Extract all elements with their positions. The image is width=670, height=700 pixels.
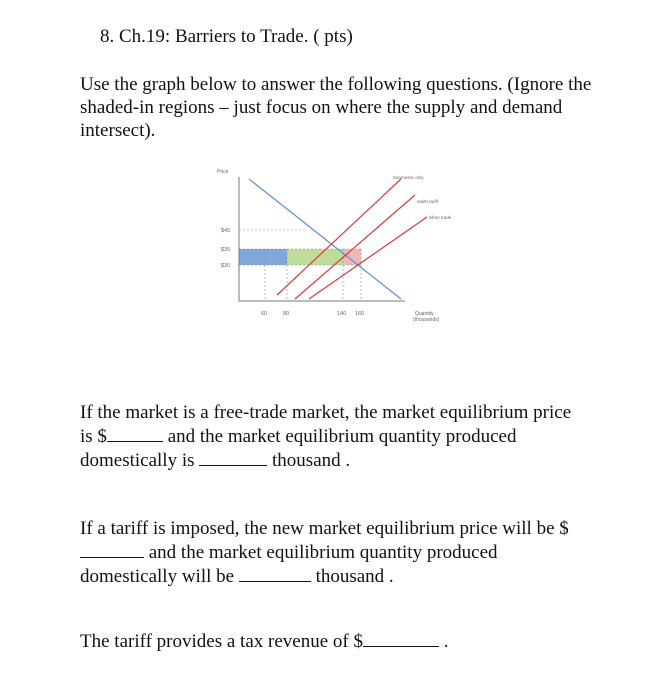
x-axis-label-2: (thousands) — [413, 317, 440, 323]
q1-quantity-blank[interactable] — [199, 448, 267, 466]
question-tax-revenue — [80, 629, 610, 653]
question-title: 8. Ch.19: Barriers to Trade. ( pts) — [100, 26, 353, 47]
blue-region — [239, 249, 287, 265]
qty-tick-60: 60 — [261, 311, 268, 317]
price-tick-35: $35 — [221, 247, 231, 253]
question-tariff — [80, 517, 610, 588]
q1-end: thousand . — [272, 450, 351, 471]
q2-mid: and the market equilibrium quantity produced — [148, 542, 498, 563]
label-supply-free-trade: Sfree trade — [429, 215, 452, 220]
question-free-trade — [80, 401, 610, 472]
demand-curve — [249, 179, 401, 299]
q1-price-blank[interactable] — [107, 424, 163, 442]
qty-tick-140: 140 — [337, 311, 347, 317]
q2-price-blank[interactable] — [80, 540, 144, 558]
supply-tariff-curve — [295, 195, 415, 299]
intro-paragraph: Use the graph below to answer the following questions. (Ignore the shaded-in regions – just focus on where the supply and demand intersect). — [80, 74, 592, 141]
green-region — [287, 249, 343, 265]
q2-end: thousand . — [315, 566, 394, 587]
q1-mid: and the market equilibrium quantity produced — [167, 426, 517, 447]
y-axis-label: Price — [217, 169, 229, 175]
q1-line3: domestically is — [80, 450, 195, 471]
q3-text: The tariff provides a tax revenue of $ — [80, 631, 363, 652]
q2-line3: domestically will be — [80, 566, 235, 587]
x-axis-label-1: Quantity — [415, 311, 434, 317]
price-tick-30: $30 — [221, 263, 231, 269]
barriers-to-trade-chart — [205, 165, 465, 335]
price-tick-45: $45 — [221, 228, 231, 234]
q1-is: is $ — [80, 426, 107, 447]
q3-end: . — [443, 631, 449, 652]
label-supply-domestic: Sdomestic only — [393, 175, 424, 180]
q2-line1: If a tariff is imposed, the new market equilibrium price will be $ — [80, 518, 569, 539]
q2-quantity-blank[interactable] — [239, 564, 311, 582]
qty-tick-160: 160 — [355, 311, 365, 317]
q3-revenue-blank[interactable] — [363, 629, 439, 647]
label-supply-tariff: Swith tariff — [417, 199, 438, 204]
q1-line1: If the market is a free-trade market, the market equilibrium price — [80, 402, 572, 423]
qty-tick-80: 80 — [283, 311, 290, 317]
pink-region — [343, 249, 361, 265]
